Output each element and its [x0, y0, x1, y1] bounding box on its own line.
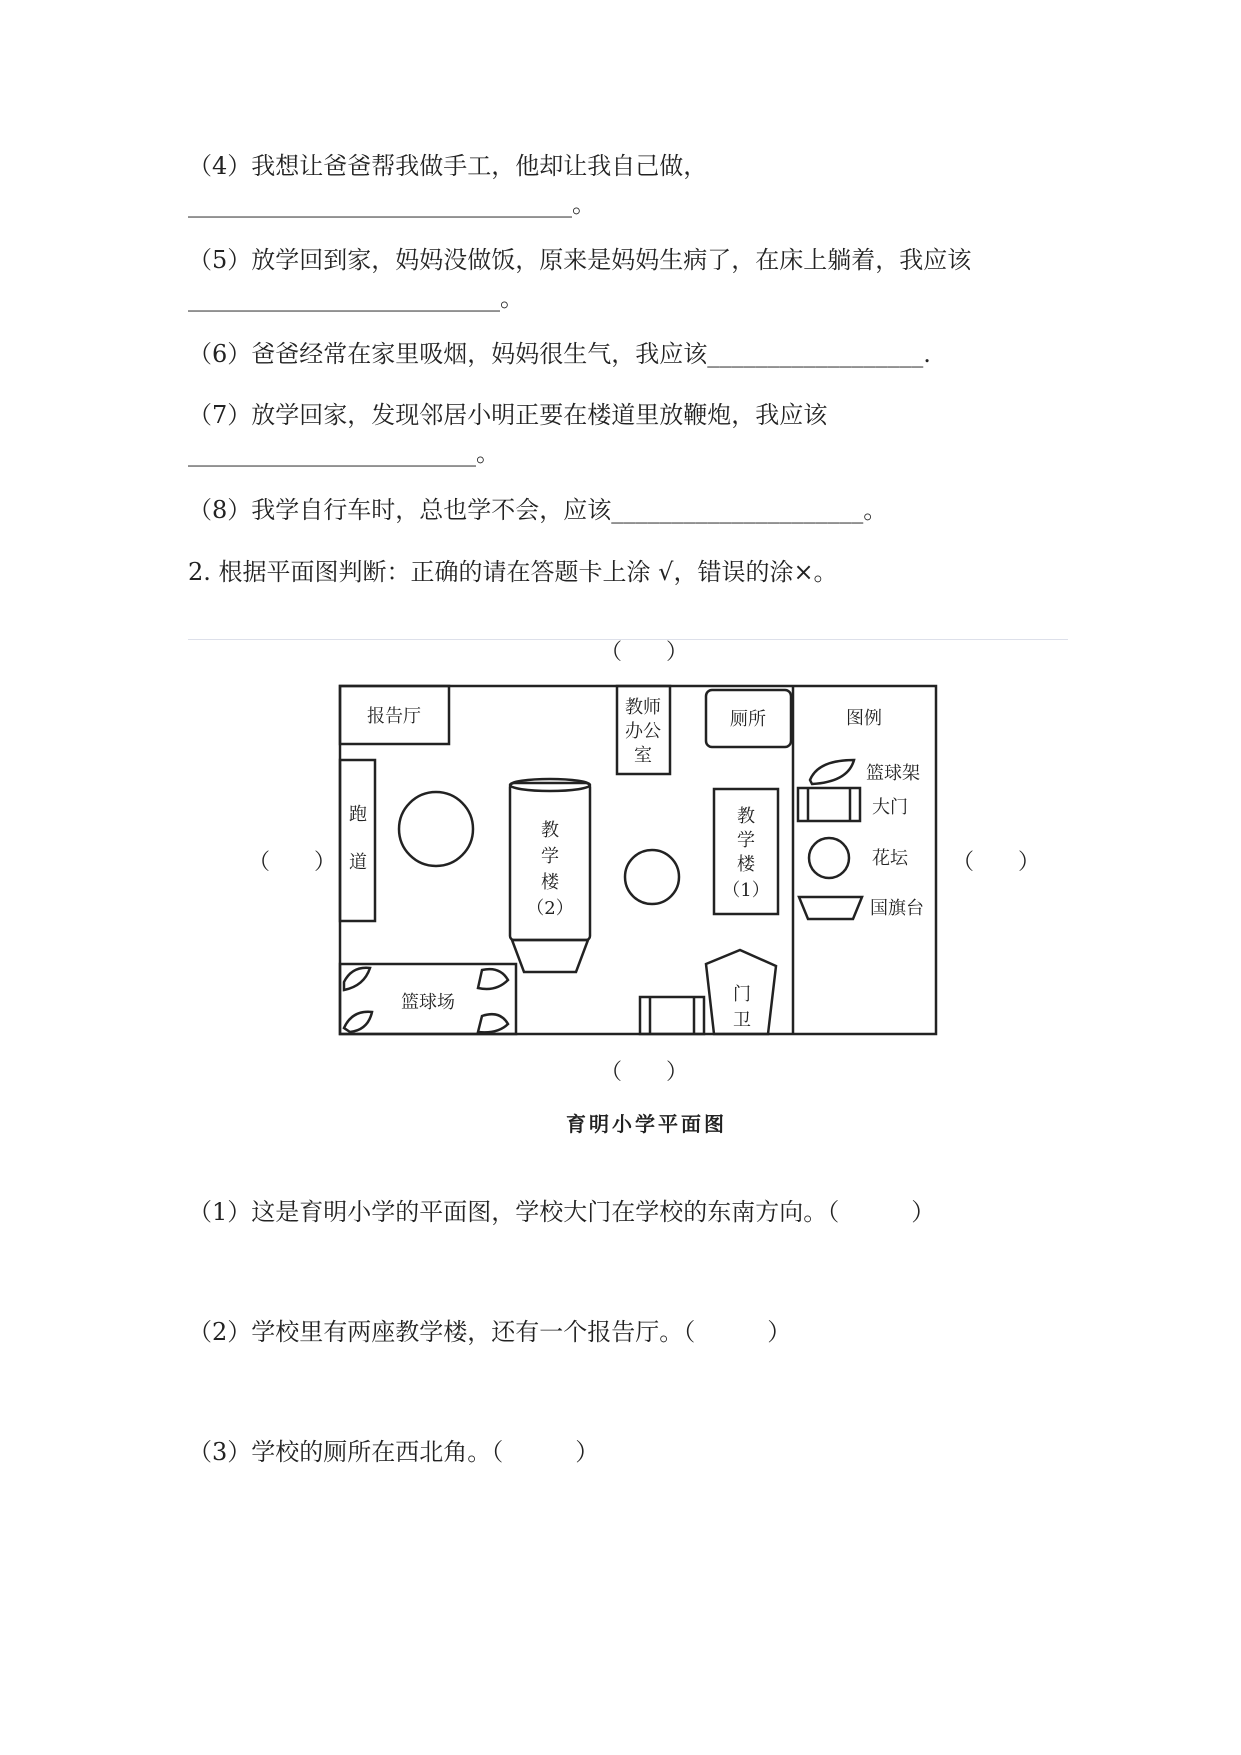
- paren-south[interactable]: （ ）: [600, 1060, 689, 1085]
- hoop-1: [344, 968, 370, 990]
- legend-flag-icon: [799, 897, 862, 919]
- hoop-4: [478, 1014, 508, 1032]
- paren-east[interactable]: （ ）: [952, 850, 1041, 875]
- building-2-line-1: 教: [541, 820, 559, 841]
- teacher-office-line-3: 室: [634, 745, 652, 766]
- building-1-line-2: 学: [737, 830, 755, 851]
- legend-title: 图例: [846, 708, 882, 729]
- legend-hoop-icon: [810, 760, 854, 784]
- legend-label-flag: 国旗台: [870, 898, 924, 919]
- judgment-1[interactable]: （1）这是育明小学的平面图，学校大门在学校的东南方向。（ ）: [188, 1198, 936, 1226]
- guard-line-2: 卫: [733, 1010, 751, 1031]
- legend-flower-icon: [809, 838, 849, 878]
- legend-label-gate: 大门: [872, 797, 908, 818]
- building-1-line-1: 教: [737, 806, 755, 827]
- toilet-label: 厕所: [730, 709, 766, 730]
- map-caption: 育明小学平面图: [566, 1112, 727, 1136]
- building-1-line-4: （1）: [722, 880, 770, 901]
- paren-west[interactable]: （ ）: [248, 850, 337, 875]
- building-1-line-3: 楼: [737, 854, 755, 875]
- hoop-2: [478, 969, 508, 989]
- judgment-2[interactable]: （2）学校里有两座教学楼，还有一个报告厅。（ ）: [188, 1318, 792, 1346]
- flag-platform: [512, 940, 588, 972]
- building-2-line-2: 学: [541, 846, 559, 867]
- building-2-line-4: （2）: [526, 898, 574, 919]
- teacher-office-line-2: 办公: [625, 721, 661, 742]
- judgment-3[interactable]: （3）学校的厕所在西北角。（ ）: [188, 1438, 600, 1466]
- runway-line-1: 跑: [349, 804, 367, 825]
- item-4-text: （4）我想让爸爸帮我做手工，他却让我自己做，: [188, 152, 708, 180]
- report-hall-label: 报告厅: [367, 706, 421, 727]
- building-2-top: [510, 779, 590, 791]
- building-2-line-3: 楼: [541, 872, 559, 893]
- paren-north[interactable]: （ ）: [600, 640, 689, 665]
- flower-bed-left: [399, 792, 473, 866]
- guard-line-1: 门: [733, 984, 751, 1005]
- hoop-3: [344, 1012, 372, 1032]
- question-2-title: 2. 根据平面图判断：正确的请在答题卡上涂 √，错误的涂×。: [188, 558, 838, 586]
- item-5-text: （5）放学回到家，妈妈没做饭，原来是妈妈生病了，在床上躺着，我应该: [188, 246, 972, 274]
- runway-box: [340, 760, 375, 921]
- item-8-text: （8）我学自行车时，总也学不会，应该_____________________。: [188, 496, 888, 524]
- legend-label-hoop: 篮球架: [866, 763, 920, 784]
- item-7-blank[interactable]: ________________________。: [188, 439, 500, 467]
- flower-bed-center: [625, 850, 679, 904]
- item-4-blank[interactable]: ________________________________。: [188, 190, 596, 218]
- runway-line-2: 道: [349, 852, 367, 873]
- item-6-text: （6）爸爸经常在家里吸烟，妈妈很生气，我应该__________________.: [188, 340, 931, 368]
- teacher-office-line-1: 教师: [625, 697, 661, 718]
- item-7-text: （7）放学回家，发现邻居小明正要在楼道里放鞭炮，我应该: [188, 401, 828, 429]
- item-5-blank[interactable]: __________________________。: [188, 284, 524, 312]
- basketball-court-label: 篮球场: [401, 992, 455, 1013]
- legend-label-flower: 花坛: [872, 848, 908, 869]
